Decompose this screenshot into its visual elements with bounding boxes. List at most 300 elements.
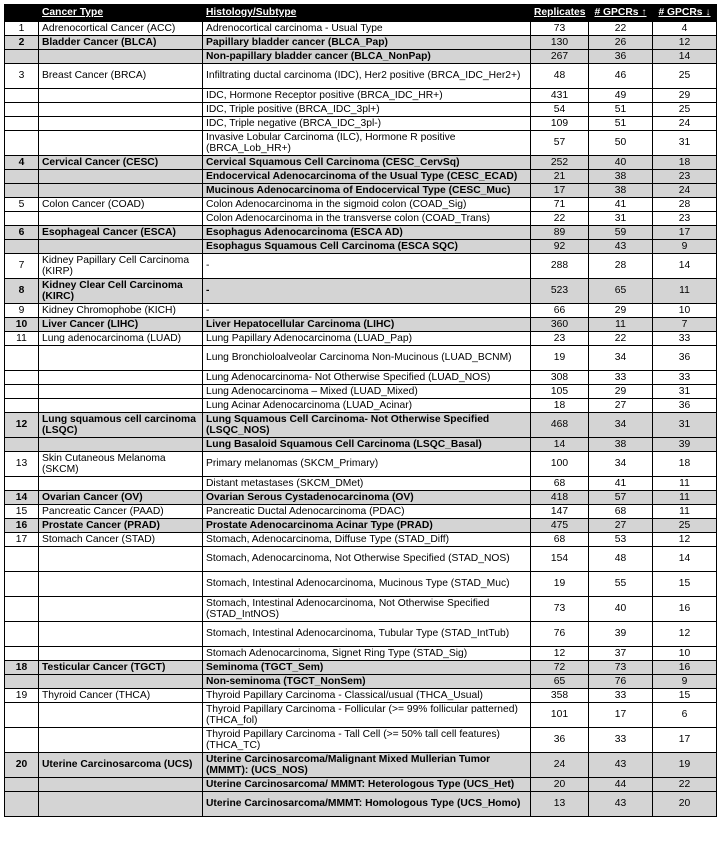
- row-histology: Stomach, Intestinal Adenocarcinoma, Mucinous Type (STAD_Muc): [203, 572, 531, 597]
- row-gpcrs-up: 68: [589, 505, 653, 519]
- row-index: 20: [5, 753, 39, 778]
- row-index: [5, 547, 39, 572]
- row-gpcrs-up: 26: [589, 36, 653, 50]
- row-gpcrs-down: 16: [653, 597, 717, 622]
- row-index: 17: [5, 533, 39, 547]
- row-gpcrs-up: 41: [589, 477, 653, 491]
- row-gpcrs-up: 55: [589, 572, 653, 597]
- row-histology: Lung Adenocarcinoma- Not Otherwise Specified (LUAD_NOS): [203, 371, 531, 385]
- row-index: 1: [5, 22, 39, 36]
- row-cancer-type: [39, 240, 203, 254]
- row-gpcrs-up: 51: [589, 117, 653, 131]
- row-index: 7: [5, 254, 39, 279]
- table-row: [5, 36, 717, 50]
- row-gpcrs-down: 24: [653, 184, 717, 198]
- row-cancer-type: [39, 477, 203, 491]
- row-histology: IDC, Triple positive (BRCA_IDC_3pl+): [203, 103, 531, 117]
- table-row: [5, 22, 717, 36]
- table-row: [5, 703, 717, 728]
- row-index: [5, 622, 39, 647]
- row-index: [5, 212, 39, 226]
- row-histology: Lung Basaloid Squamous Cell Carcinoma (LSQC_Basal): [203, 438, 531, 452]
- row-histology: Papillary bladder cancer (BLCA_Pap): [203, 36, 531, 50]
- row-cancer-type: [39, 647, 203, 661]
- row-replicates: 89: [531, 226, 589, 240]
- row-index: 8: [5, 279, 39, 304]
- row-histology: Lung Squamous Cell Carcinoma- Not Otherwise Specified (LSQC_NOS): [203, 413, 531, 438]
- row-cancer-type: Prostate Cancer (PRAD): [39, 519, 203, 533]
- row-cancer-type: [39, 792, 203, 817]
- row-replicates: 92: [531, 240, 589, 254]
- table-row: [5, 438, 717, 452]
- row-replicates: 130: [531, 36, 589, 50]
- row-gpcrs-down: 11: [653, 505, 717, 519]
- row-gpcrs-down: 15: [653, 572, 717, 597]
- row-index: 9: [5, 304, 39, 318]
- row-index: [5, 703, 39, 728]
- row-cancer-type: Ovarian Cancer (OV): [39, 491, 203, 505]
- row-index: [5, 89, 39, 103]
- row-gpcrs-up: 37: [589, 647, 653, 661]
- table-row: [5, 240, 717, 254]
- table-row: [5, 547, 717, 572]
- table-row: [5, 477, 717, 491]
- row-gpcrs-down: 17: [653, 728, 717, 753]
- row-gpcrs-down: 14: [653, 547, 717, 572]
- row-gpcrs-down: 24: [653, 117, 717, 131]
- table-row: [5, 318, 717, 332]
- table-row: [5, 117, 717, 131]
- row-gpcrs-up: 34: [589, 413, 653, 438]
- row-index: 11: [5, 332, 39, 346]
- row-index: [5, 346, 39, 371]
- row-gpcrs-up: 28: [589, 254, 653, 279]
- row-gpcrs-up: 59: [589, 226, 653, 240]
- row-gpcrs-up: 27: [589, 399, 653, 413]
- row-replicates: 154: [531, 547, 589, 572]
- row-gpcrs-down: 25: [653, 103, 717, 117]
- row-histology: Primary melanomas (SKCM_Primary): [203, 452, 531, 477]
- row-replicates: 109: [531, 117, 589, 131]
- row-replicates: 475: [531, 519, 589, 533]
- row-gpcrs-up: 50: [589, 131, 653, 156]
- row-index: [5, 117, 39, 131]
- row-gpcrs-down: 6: [653, 703, 717, 728]
- row-gpcrs-up: 33: [589, 728, 653, 753]
- row-cancer-type: [39, 703, 203, 728]
- table-row: [5, 385, 717, 399]
- header-replicates: Replicates: [531, 5, 589, 22]
- row-index: [5, 50, 39, 64]
- row-gpcrs-up: 40: [589, 597, 653, 622]
- gpcr-cancer-table: [4, 4, 717, 817]
- row-replicates: 24: [531, 753, 589, 778]
- row-replicates: 288: [531, 254, 589, 279]
- row-gpcrs-up: 43: [589, 753, 653, 778]
- row-histology: IDC, Triple negative (BRCA_IDC_3pl-): [203, 117, 531, 131]
- row-cancer-type: Thyroid Cancer (THCA): [39, 689, 203, 703]
- row-index: 6: [5, 226, 39, 240]
- row-cancer-type: Bladder Cancer (BLCA): [39, 36, 203, 50]
- row-gpcrs-up: 51: [589, 103, 653, 117]
- row-gpcrs-up: 31: [589, 212, 653, 226]
- row-cancer-type: Liver Cancer (LIHC): [39, 318, 203, 332]
- row-gpcrs-up: 22: [589, 332, 653, 346]
- row-histology: Non-papillary bladder cancer (BLCA_NonPap): [203, 50, 531, 64]
- row-gpcrs-down: 25: [653, 64, 717, 89]
- row-gpcrs-up: 27: [589, 519, 653, 533]
- row-gpcrs-up: 34: [589, 452, 653, 477]
- row-cancer-type: Kidney Papillary Cell Carcinoma (KIRP): [39, 254, 203, 279]
- row-histology: Lung Papillary Adenocarcinoma (LUAD_Pap): [203, 332, 531, 346]
- row-gpcrs-up: 17: [589, 703, 653, 728]
- row-gpcrs-up: 29: [589, 304, 653, 318]
- row-index: [5, 438, 39, 452]
- row-cancer-type: Stomach Cancer (STAD): [39, 533, 203, 547]
- row-index: [5, 477, 39, 491]
- row-gpcrs-down: 12: [653, 622, 717, 647]
- table-row: [5, 131, 717, 156]
- row-histology: Stomach Adenocarcinoma, Signet Ring Type (STAD_Sig): [203, 647, 531, 661]
- row-replicates: 68: [531, 533, 589, 547]
- row-cancer-type: Skin Cutaneous Melanoma (SKCM): [39, 452, 203, 477]
- row-gpcrs-up: 34: [589, 346, 653, 371]
- table-row: [5, 728, 717, 753]
- table-row: [5, 753, 717, 778]
- row-histology: -: [203, 304, 531, 318]
- row-replicates: 267: [531, 50, 589, 64]
- row-gpcrs-up: 57: [589, 491, 653, 505]
- row-histology: Infiltrating ductal carcinoma (IDC), Her2 positive (BRCA_IDC_Her2+): [203, 64, 531, 89]
- row-index: [5, 399, 39, 413]
- row-histology: Endocervical Adenocarcinoma of the Usual Type (CESC_ECAD): [203, 170, 531, 184]
- row-gpcrs-up: 38: [589, 438, 653, 452]
- row-gpcrs-down: 18: [653, 156, 717, 170]
- row-histology: Adrenocortical carcinoma - Usual Type: [203, 22, 531, 36]
- row-replicates: 358: [531, 689, 589, 703]
- row-gpcrs-down: 4: [653, 22, 717, 36]
- row-cancer-type: Kidney Chromophobe (KICH): [39, 304, 203, 318]
- row-gpcrs-down: 14: [653, 50, 717, 64]
- row-replicates: 13: [531, 792, 589, 817]
- row-gpcrs-down: 36: [653, 346, 717, 371]
- row-replicates: 22: [531, 212, 589, 226]
- row-cancer-type: Adrenocortical Cancer (ACC): [39, 22, 203, 36]
- row-cancer-type: Lung adenocarcinoma (LUAD): [39, 332, 203, 346]
- row-histology: Stomach, Intestinal Adenocarcinoma, Not Otherwise Specified (STAD_IntNOS): [203, 597, 531, 622]
- row-gpcrs-down: 18: [653, 452, 717, 477]
- row-gpcrs-down: 28: [653, 198, 717, 212]
- table-row: [5, 792, 717, 817]
- row-gpcrs-down: 11: [653, 279, 717, 304]
- row-index: [5, 371, 39, 385]
- row-index: 12: [5, 413, 39, 438]
- row-gpcrs-up: 65: [589, 279, 653, 304]
- table-row: [5, 491, 717, 505]
- row-replicates: 65: [531, 675, 589, 689]
- table-row: [5, 675, 717, 689]
- row-replicates: 20: [531, 778, 589, 792]
- table-row: [5, 198, 717, 212]
- row-index: [5, 131, 39, 156]
- row-gpcrs-down: 12: [653, 36, 717, 50]
- row-cancer-type: [39, 597, 203, 622]
- table-row: [5, 505, 717, 519]
- row-histology: Distant metastases (SKCM_DMet): [203, 477, 531, 491]
- row-gpcrs-up: 33: [589, 371, 653, 385]
- row-gpcrs-up: 43: [589, 240, 653, 254]
- row-replicates: 72: [531, 661, 589, 675]
- table-row: [5, 332, 717, 346]
- row-gpcrs-up: 39: [589, 622, 653, 647]
- row-index: 4: [5, 156, 39, 170]
- row-index: [5, 572, 39, 597]
- row-index: [5, 792, 39, 817]
- row-gpcrs-up: 44: [589, 778, 653, 792]
- row-gpcrs-up: 49: [589, 89, 653, 103]
- row-gpcrs-up: 38: [589, 184, 653, 198]
- row-gpcrs-down: 9: [653, 675, 717, 689]
- row-replicates: 23: [531, 332, 589, 346]
- row-replicates: 36: [531, 728, 589, 753]
- table-row: [5, 689, 717, 703]
- row-replicates: 101: [531, 703, 589, 728]
- row-replicates: 57: [531, 131, 589, 156]
- table-row: [5, 452, 717, 477]
- header-gpcrs-up: # GPCRs ↑: [589, 5, 653, 22]
- table-row: [5, 103, 717, 117]
- table-row: [5, 572, 717, 597]
- row-cancer-type: [39, 385, 203, 399]
- row-cancer-type: [39, 212, 203, 226]
- row-replicates: 71: [531, 198, 589, 212]
- table-row: [5, 226, 717, 240]
- row-cancer-type: [39, 131, 203, 156]
- gpcr-cancer-table-container: [4, 4, 716, 817]
- row-gpcrs-down: 17: [653, 226, 717, 240]
- row-cancer-type: Lung squamous cell carcinoma (LSQC): [39, 413, 203, 438]
- row-gpcrs-down: 29: [653, 89, 717, 103]
- header-index: [5, 5, 39, 22]
- row-histology: IDC, Hormone Receptor positive (BRCA_IDC_HR+): [203, 89, 531, 103]
- row-gpcrs-up: 73: [589, 661, 653, 675]
- row-histology: -: [203, 279, 531, 304]
- row-replicates: 73: [531, 22, 589, 36]
- row-gpcrs-down: 7: [653, 318, 717, 332]
- row-replicates: 147: [531, 505, 589, 519]
- row-cancer-type: [39, 547, 203, 572]
- table-row: [5, 254, 717, 279]
- row-gpcrs-down: 31: [653, 413, 717, 438]
- row-index: 15: [5, 505, 39, 519]
- row-histology: Cervical Squamous Cell Carcinoma (CESC_CervSq): [203, 156, 531, 170]
- row-index: 13: [5, 452, 39, 477]
- row-histology: Stomach, Adenocarcinoma, Diffuse Type (STAD_Diff): [203, 533, 531, 547]
- row-replicates: 308: [531, 371, 589, 385]
- row-histology: Uterine Carcinosarcoma/MMMT: Homologous Type (UCS_Homo): [203, 792, 531, 817]
- row-replicates: 54: [531, 103, 589, 117]
- row-gpcrs-up: 11: [589, 318, 653, 332]
- table-row: [5, 533, 717, 547]
- row-index: [5, 170, 39, 184]
- row-replicates: 14: [531, 438, 589, 452]
- row-index: 18: [5, 661, 39, 675]
- row-gpcrs-down: 23: [653, 170, 717, 184]
- row-replicates: 105: [531, 385, 589, 399]
- row-cancer-type: Colon Cancer (COAD): [39, 198, 203, 212]
- row-cancer-type: [39, 371, 203, 385]
- row-gpcrs-up: 43: [589, 792, 653, 817]
- row-histology: Thyroid Papillary Carcinoma - Tall Cell (>= 50% tall cell features) (THCA_TC): [203, 728, 531, 753]
- row-histology: Stomach, Intestinal Adenocarcinoma, Tubular Type (STAD_IntTub): [203, 622, 531, 647]
- table-row: [5, 212, 717, 226]
- table-row: [5, 50, 717, 64]
- table-row: [5, 778, 717, 792]
- row-cancer-type: [39, 572, 203, 597]
- row-gpcrs-down: 39: [653, 438, 717, 452]
- row-index: 16: [5, 519, 39, 533]
- header-cancer-type: Cancer Type: [39, 5, 203, 22]
- row-gpcrs-down: 12: [653, 533, 717, 547]
- row-index: [5, 184, 39, 198]
- table-row: [5, 622, 717, 647]
- table-row: [5, 647, 717, 661]
- row-gpcrs-down: 11: [653, 477, 717, 491]
- row-cancer-type: [39, 117, 203, 131]
- row-replicates: 100: [531, 452, 589, 477]
- row-histology: Invasive Lobular Carcinoma (ILC), Hormone R positive (BRCA_Lob_HR+): [203, 131, 531, 156]
- row-histology: Ovarian Serous Cystadenocarcinoma (OV): [203, 491, 531, 505]
- row-replicates: 19: [531, 572, 589, 597]
- row-index: [5, 778, 39, 792]
- row-gpcrs-down: 20: [653, 792, 717, 817]
- table-row: [5, 597, 717, 622]
- row-gpcrs-down: 31: [653, 131, 717, 156]
- row-gpcrs-down: 14: [653, 254, 717, 279]
- row-gpcrs-up: 76: [589, 675, 653, 689]
- row-cancer-type: Uterine Carcinosarcoma (UCS): [39, 753, 203, 778]
- row-index: 19: [5, 689, 39, 703]
- row-histology: Colon Adenocarcinoma in the transverse colon (COAD_Trans): [203, 212, 531, 226]
- header-gpcrs-down: # GPCRs ↓: [653, 5, 717, 22]
- row-histology: Thyroid Papillary Carcinoma - Follicular (>= 99% follicular patterned) (THCA_fol): [203, 703, 531, 728]
- row-cancer-type: [39, 728, 203, 753]
- row-histology: Lung Adenocarcinoma – Mixed (LUAD_Mixed): [203, 385, 531, 399]
- table-row: [5, 413, 717, 438]
- table-row: [5, 304, 717, 318]
- table-row: [5, 170, 717, 184]
- row-cancer-type: Testicular Cancer (TGCT): [39, 661, 203, 675]
- row-gpcrs-down: 23: [653, 212, 717, 226]
- row-histology: Seminoma (TGCT_Sem): [203, 661, 531, 675]
- row-index: [5, 385, 39, 399]
- table-row: [5, 399, 717, 413]
- row-gpcrs-up: 40: [589, 156, 653, 170]
- row-cancer-type: Breast Cancer (BRCA): [39, 64, 203, 89]
- row-histology: Uterine Carcinosarcoma/Malignant Mixed Mullerian Tumor (MMMT): (UCS_NOS): [203, 753, 531, 778]
- row-gpcrs-down: 25: [653, 519, 717, 533]
- row-gpcrs-up: 48: [589, 547, 653, 572]
- row-gpcrs-up: 33: [589, 689, 653, 703]
- row-histology: Lung Acinar Adenocarcinoma (LUAD_Acinar): [203, 399, 531, 413]
- row-gpcrs-up: 22: [589, 22, 653, 36]
- row-index: [5, 675, 39, 689]
- row-replicates: 418: [531, 491, 589, 505]
- row-histology: Uterine Carcinosarcoma/ MMMT: Heterologous Type (UCS_Het): [203, 778, 531, 792]
- row-cancer-type: [39, 184, 203, 198]
- row-gpcrs-up: 41: [589, 198, 653, 212]
- row-histology: Liver Hepatocellular Carcinoma (LIHC): [203, 318, 531, 332]
- row-histology: Pancreatic Ductal Adenocarcinoma (PDAC): [203, 505, 531, 519]
- header-row: [5, 5, 717, 22]
- row-gpcrs-down: 33: [653, 371, 717, 385]
- row-histology: Esophagus Squamous Cell Carcinoma (ESCA SQC): [203, 240, 531, 254]
- row-histology: -: [203, 254, 531, 279]
- row-index: 10: [5, 318, 39, 332]
- row-replicates: 73: [531, 597, 589, 622]
- row-replicates: 66: [531, 304, 589, 318]
- table-row: [5, 346, 717, 371]
- row-gpcrs-down: 22: [653, 778, 717, 792]
- row-index: 3: [5, 64, 39, 89]
- row-histology: Esophagus Adenocarcinoma (ESCA AD): [203, 226, 531, 240]
- row-index: [5, 728, 39, 753]
- row-replicates: 48: [531, 64, 589, 89]
- row-gpcrs-up: 38: [589, 170, 653, 184]
- row-histology: Thyroid Papillary Carcinoma - Classical/usual (THCA_Usual): [203, 689, 531, 703]
- row-index: [5, 240, 39, 254]
- row-index: 2: [5, 36, 39, 50]
- row-gpcrs-down: 9: [653, 240, 717, 254]
- row-histology: Colon Adenocarcinoma in the sigmoid colon (COAD_Sig): [203, 198, 531, 212]
- row-index: [5, 647, 39, 661]
- row-gpcrs-down: 11: [653, 491, 717, 505]
- row-gpcrs-up: 29: [589, 385, 653, 399]
- row-replicates: 18: [531, 399, 589, 413]
- table-row: [5, 184, 717, 198]
- row-gpcrs-down: 31: [653, 385, 717, 399]
- row-replicates: 360: [531, 318, 589, 332]
- row-histology: Non-seminoma (TGCT_NonSem): [203, 675, 531, 689]
- row-gpcrs-up: 36: [589, 50, 653, 64]
- row-gpcrs-down: 36: [653, 399, 717, 413]
- row-replicates: 17: [531, 184, 589, 198]
- row-cancer-type: [39, 675, 203, 689]
- row-index: 5: [5, 198, 39, 212]
- row-gpcrs-down: 10: [653, 304, 717, 318]
- table-row: [5, 519, 717, 533]
- row-replicates: 12: [531, 647, 589, 661]
- row-histology: Stomach, Adenocarcinoma, Not Otherwise Specified (STAD_NOS): [203, 547, 531, 572]
- row-replicates: 21: [531, 170, 589, 184]
- row-cancer-type: Pancreatic Cancer (PAAD): [39, 505, 203, 519]
- row-gpcrs-down: 10: [653, 647, 717, 661]
- row-histology: Mucinous Adenocarcinoma of Endocervical Type (CESC_Muc): [203, 184, 531, 198]
- table-header: [5, 5, 717, 22]
- row-cancer-type: Cervical Cancer (CESC): [39, 156, 203, 170]
- row-cancer-type: [39, 89, 203, 103]
- row-gpcrs-down: 15: [653, 689, 717, 703]
- row-cancer-type: [39, 438, 203, 452]
- row-replicates: 523: [531, 279, 589, 304]
- row-gpcrs-down: 19: [653, 753, 717, 778]
- row-cancer-type: [39, 103, 203, 117]
- row-cancer-type: [39, 778, 203, 792]
- row-index: 14: [5, 491, 39, 505]
- row-gpcrs-down: 16: [653, 661, 717, 675]
- header-histology: Histology/Subtype: [203, 5, 531, 22]
- table-body: [5, 22, 717, 817]
